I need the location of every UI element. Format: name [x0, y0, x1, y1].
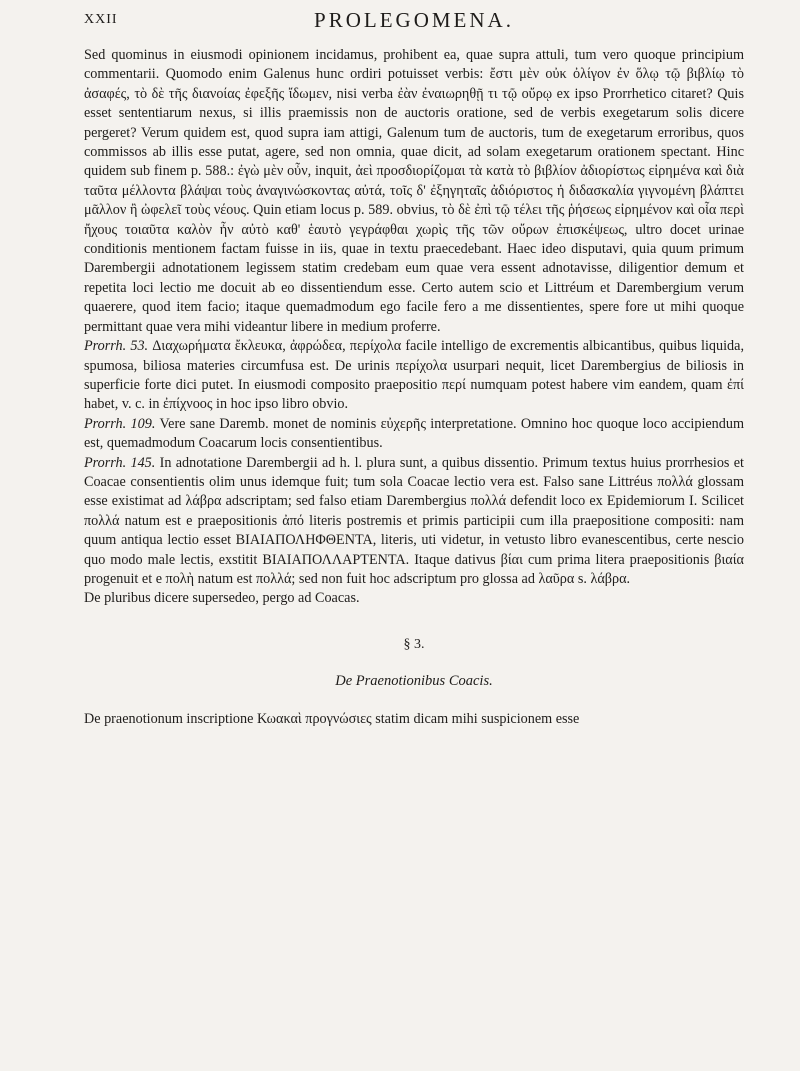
page-number: XXII [84, 12, 118, 27]
paragraph-intro [84, 46, 744, 337]
paragraph-prorrh-109 [84, 415, 744, 454]
paragraph-prorrh-53 [84, 337, 744, 415]
citation-label: Prorrh. 109. [84, 415, 156, 432]
paragraph-text: De pluribus dicere supersedeo, pergo ad Coacas. [84, 590, 360, 607]
paragraph-text: In adnotatione Darembergii ad h. l. plura sunt, a quibus dissentio. Primum textus huius prorrhesios et Coacae consentientis olim unus idemque fuit; tum sola Coacae lectio vera est. Falso sane Littréus πολλά glossam esse existimat ad λάβρα adscriptam; sed falso etiam Darembergius πολλά defendit loco ex Epidemiorum I. Scilicet πολλά natum est e praepositionis ἀπό literis postremis et primis participii cum illa praepositione compositi: nam quum antiqua lectio esset ΒΙΑΙΑΠΟΛΗΦΘΕΝΤΑ, literis, uti videtur, in vetusto libro evanescentibus, certe nescio quo modo male lectis, exstitit ΒΙΑΙΑΠΟΛΛΑΡΤΕΝΤΑ. Itaque dativus βίαι cum prima litera praepositionis βιαία progenuit et e πολὴ natum est πολλά; sed non fuit hoc adscriptum pro glossa ad λαῦρα s. λάβρα. [84, 454, 744, 587]
citation-label: Prorrh. 53. [84, 338, 149, 355]
paragraph-prorrh-145 [84, 454, 744, 590]
section-number: § 3. [403, 636, 425, 652]
paragraph-transition [84, 589, 744, 608]
running-head [84, 8, 744, 38]
paragraph-final: De praenotionum inscriptione Κωακαὶ προγνώσιες statim dicam mihi suspicionem esse [84, 710, 580, 727]
paragraph-text: Vere sane Daremb. monet de nominis εὐχερῆς interpretatione. Omnino hoc quoque loco accipiendum est, quemadmodum Coacarum locis consentientibus. [84, 415, 745, 452]
paragraph-text: Sed quominus in eiusmodi opinionem incidamus, prohibent ea, quae supra attuli, tum vero quoque principium commentarii. Quomodo enim Galenus hunc ordiri potuisset verbis: ἔστι μὲν οὐκ ὀλίγον ἐν ὅλῳ τῷ βιβλίῳ τὸ ἀσαφές, τὸ δὲ τῆς διανοίας ἐφεξῆς ἴδωμεν, nisi verba ἐὰν ἐναιωρηθῇ τι τῷ οὔρῳ ex ipso Prorrhetico citaret? Quis esset sententiarum nexus, si illis praemissis non de auctoris oratione, sed de verbis exegetarum solis dicere pergeret? Verum quidem est, quod supra iam attigi, Galenum tum de auctoris, tum de exegetarum erroribus, quos commissos ab illis esse putat, agere, sed non omnia, quae dicit, ad solam exegetarum orationem spectant. Hinc quidem sub finem p. 588.: ἐγὼ μὲν οὖν, inquit, ἀεὶ προσδιορίζομαι τὰ κατὰ τὸ βιβλίον ἀδιορίστως εἰρημένα καὶ διὰ ταῦτα μέλλοντα βλάψαι τοὺς ἀναγινώσκοντας αὐτά, τοῖς δ' ἐξηγηταῖς ἀδιόριστος ἡ διδασκαλία γιγνομένη βλάπτει μᾶλλον ἢ ὠφελεῖ τοὺς νέους. Quin etiam locus p. 589. obvius, τὸ δὲ ἐπὶ τῷ τέλει τῆς ῥήσεως εἰρημένον καὶ οἷα περὶ ἤχους τοιαῦτα καλὸν ἦν αὐτὸ καθ' ἑαυτὸ γεγράφθαι χωρὶς τῆς τῶν οὔρων ἐπισκέψεως, ultro docet urinae conditionis mentionem factam fuisse in iis, quae in textu praecedebant. Haec ideo disputavi, quia quum primum Darembergii adnotationem legissem statim credebam eum quae vera essent adnotavisse, diligentior demum et repetita loci lectio me docuit ab eo dissentiendum esse. Certo autem scio et Littréum et Darembergium verum quaerere, quod item facio; itaque quemadmodum ego facile fero a me dissentientes, spere fore ut mihi quoque permittant quae vera mihi videantur libere in medium proferre. [84, 47, 744, 335]
section-title: De Praenotionibus Coacis. [335, 673, 493, 690]
paragraph-text: Διαχωρήματα ἔκλευκα, ἀφρώδεα, περίχολα facile intelligo de excrementis albicantibus, quibus liquida, spumosa, biliosa materies circumfusa est. De urinis περίχολα usurpari nequit, licet Darembergius de biliosis in superficie forte dici putet. In eiusmodi composito praepositio περί numquam potest habere vim eandem, quam ἐπί habet, v. c. in ἐπίχνοος in hoc ipso libro obvio. [84, 338, 744, 413]
citation-label: Prorrh. 145. [84, 454, 156, 471]
running-title: PROLEGOMENA. [314, 8, 514, 32]
text-body [84, 46, 744, 729]
